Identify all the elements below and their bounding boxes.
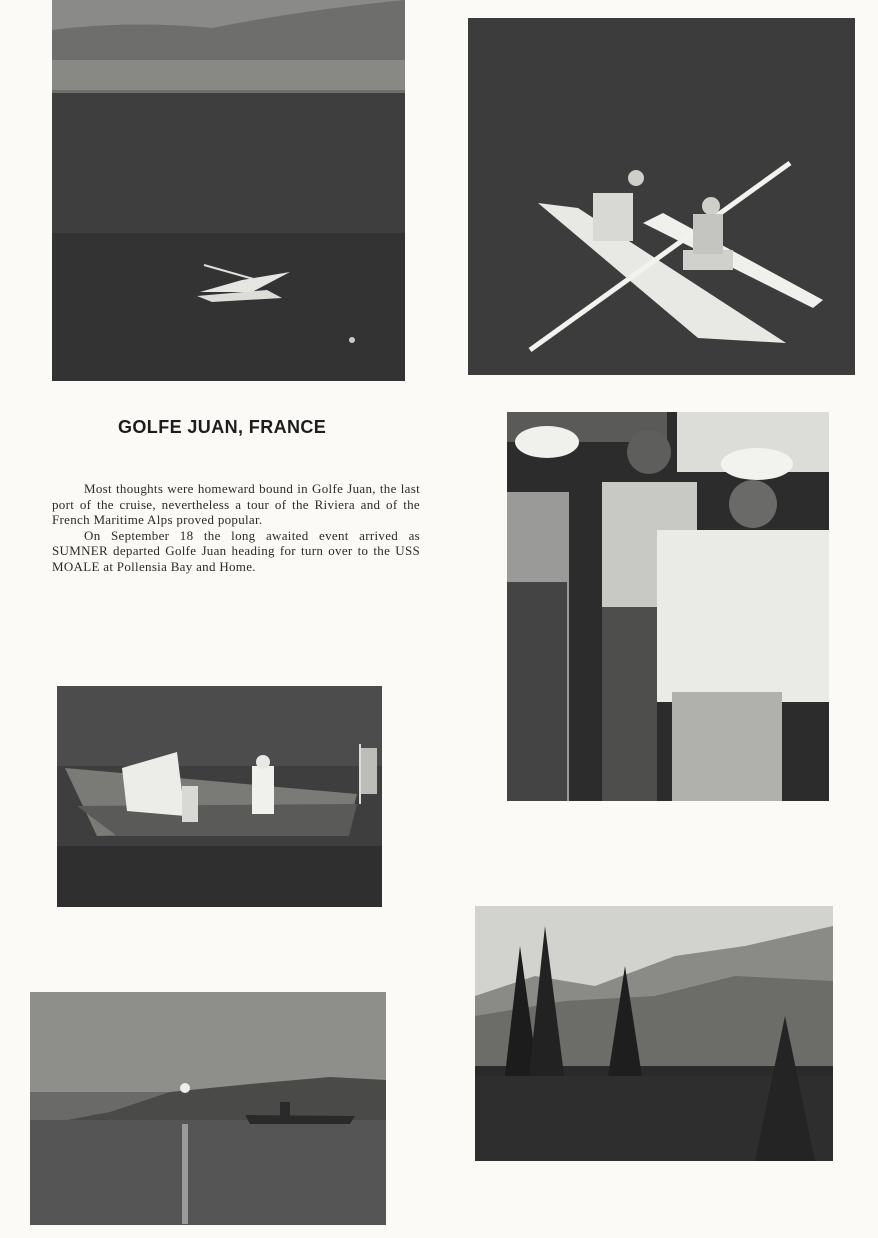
- article-paragraph-1: Most thoughts were homeward bound in Golfe Juan, the last port of the cruise, nevertheless a tour of the Riviera and of the French Maritime Alps proved popular.: [52, 481, 420, 528]
- photo-harbor-pedal-boat: [52, 0, 405, 381]
- photo-ship-at-dusk: [30, 992, 386, 1225]
- article-paragraph-2: On September 18 the long awaited event arrived as SUMNER departed Golfe Juan heading for turn over to the USS MOALE at Pollensia Bay and Home.: [52, 527, 420, 574]
- photo-pedal-boat-closeup: [468, 18, 855, 375]
- page-heading: GOLFE JUAN, FRANCE: [118, 417, 327, 437]
- photo-launch-with-sailors: [57, 686, 382, 907]
- photo-sailors-on-deck: [507, 412, 829, 801]
- photo-maritime-alps: [475, 906, 833, 1161]
- article-body: [52, 481, 420, 575]
